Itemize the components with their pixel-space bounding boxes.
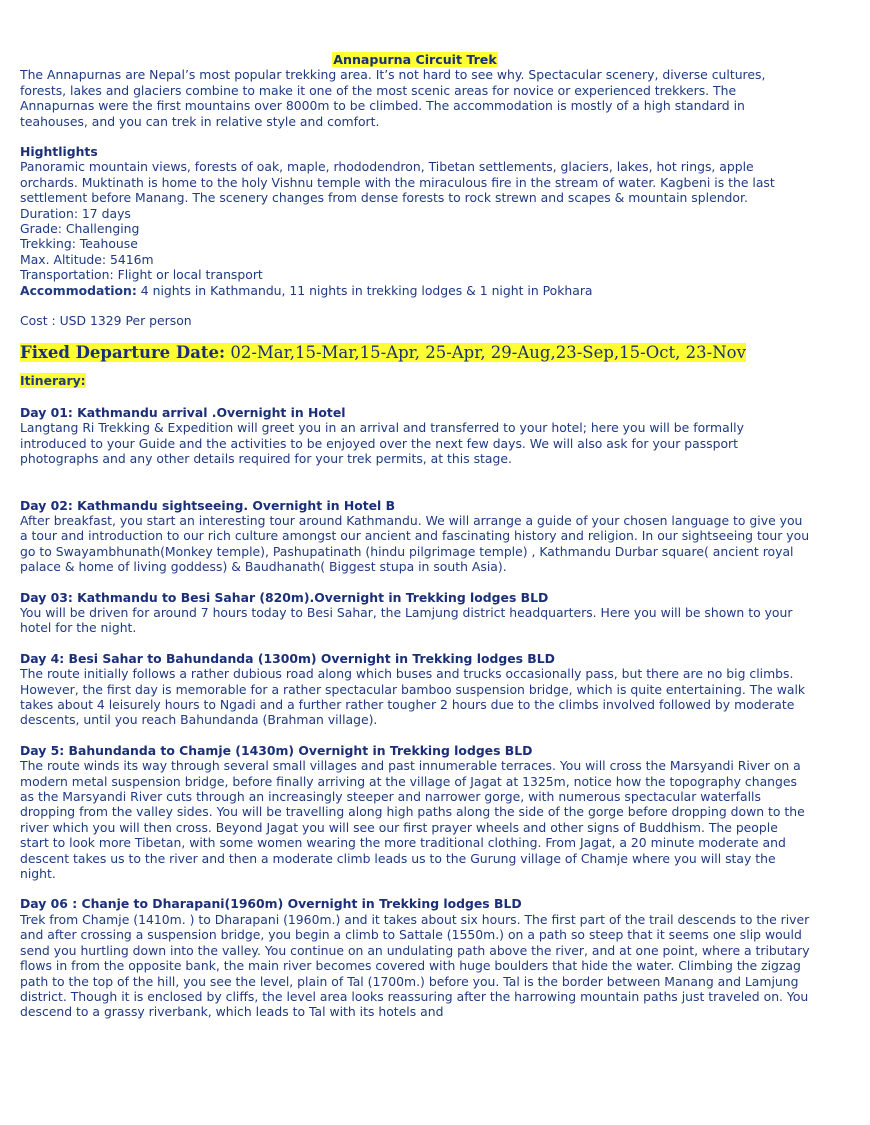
day-text: Trek from Chamje (1410m. ) to Dharapani (1960m.) and it takes about six hours. The first part of the trail descends to the river and after crossing a suspension bridge, you begin a climb to Sattale (1550m.) on a path so steep that it seems one slip would send you hurtling down into the valley. You continue on an undulating path above the river, and at one point, where a tributary flows in from the opposite bank, the main river becomes covered with huge boulders that hide the water. Climbing the zigzag path to the top of the hill, you see the level, plain of Tal (1700m.) before you. Tal is the border between Manang and Lamjung district. Though it is enclosed by cliffs, the level area looks reassuring after the harrowing mountain paths just traveled on. You descend to a grassy riverbank, which leads to Tal with its hotels and	[20, 911, 810, 1020]
itinerary-day	[20, 498, 810, 575]
accommodation-value: 4 nights in Kathmandu, 11 nights in trekking lodges & 1 night in Pokhara	[136, 282, 593, 298]
fixed-departure-line	[20, 343, 810, 363]
altitude-line: Max. Altitude: 5416m	[20, 251, 154, 267]
day-text: You will be driven for around 7 hours today to Besi Sahar, the Lamjung district headquarters. Here you will be shown to your hotel for the night.	[20, 604, 793, 636]
itinerary-heading: Itinerary:	[20, 372, 86, 388]
title-block	[20, 52, 810, 67]
fixed-departure-label: Fixed Departure Date:	[20, 342, 226, 362]
duration-line: Duration: 17 days	[20, 205, 131, 221]
itinerary-day	[20, 590, 810, 636]
intro-paragraph: The Annapurnas are Nepal’s most popular trekking area. It’s not hard to see why. Spectacular scenery, diverse cultures, forests, lakes and glaciers combine to make it one of the most scenic areas for novice or experienced trekkers. The Annapurnas were the first mountains over 8000m to be climbed. The accommodation is mostly of a high standard in teahouses, and you can trek in relative style and comfort.	[20, 67, 766, 129]
accommodation-label: Accommodation:	[20, 282, 137, 298]
itinerary-day	[20, 405, 810, 467]
trekking-line: Trekking: Teahouse	[20, 236, 138, 252]
day-text: Langtang Ri Trekking & Expedition will greet you in an arrival and transferred to your hotel; here you will be formally introduced to your Guide and the activities to be enjoyed over the next few days. We will also ask for your passport photographs and any other details required for your trek permits, at this stage.	[20, 420, 744, 467]
day-title: Day 02: Kathmandu sightseeing. Overnight in Hotel B	[20, 497, 396, 513]
day-title: Day 06 : Chanje to Dharapani(1960m) Overnight in Trekking lodges BLD	[20, 896, 522, 912]
transport-line: Transportation: Flight or local transport	[20, 267, 263, 283]
day-text: The route winds its way through several small villages and past innumerable terraces. You will cross the Marsyandi River on a modern metal suspension bridge, before finally arriving at the village of Jagat at 1325m, notice how the topography changes as the Marsyandi River cuts through an increasingly steeper and narrower gorge, with numerous spectacular waterfalls dropping from the valley sides. You will be travelling along high paths along the side of the gorge before dropping down to the river which you will then cross. Beyond Jagat you will see our first prayer wheels and other signs of Buddhism. The people start to look more Tibetan, with some women wearing the more traditional clothing. From Jagat, a 20 minute moderate and descent takes us to the river and then a moderate climb leads us to the Gurung village of Chamje where you will stay the night.	[20, 758, 805, 882]
accommodation-line	[20, 283, 810, 298]
document-page	[20, 52, 810, 1020]
itinerary-day	[20, 743, 810, 882]
highlights-text: Panoramic mountain views, forests of oak, maple, rhododendron, Tibetan settlements, glaciers, lakes, hot rings, apple orchards. Muktinath is home to the holy Vishnu temple with the miraculous fire in the stream of water. Kagbeni is the last settlement before Manang. The scenery changes from dense forests to rock strewn and scapes & mountain splendor.	[20, 159, 775, 206]
day-title: Day 03: Kathmandu to Besi Sahar (820m).Overnight in Trekking lodges BLD	[20, 589, 549, 605]
cost-line: Cost : USD 1329 Per person	[20, 313, 192, 329]
day-text: The route initially follows a rather dubious road along which buses and trucks occasionally pass, but there are no big climbs. However, the first day is memorable for a rather spectacular bamboo suspension bridge, which is quite entertaining. The walk takes about 4 leisurely hours to Ngadi and a further rather tougher 2 hours due to the climbs involved followed by moderate descents, until you reach Bahundanda (Brahman village).	[20, 666, 806, 728]
itinerary-day	[20, 896, 810, 1019]
grade-line: Grade: Challenging	[20, 221, 140, 237]
day-title: Day 4: Besi Sahar to Bahundanda (1300m) Overnight in Trekking lodges BLD	[20, 650, 555, 666]
day-text: After breakfast, you start an interesting tour around Kathmandu. We will arrange a guide of your chosen language to give you a tour and introduction to our rich culture amongst our ancient and fascinating history and religion. In our sightseeing tour you go to Swayambhunath(Monkey temple), Pashupatinath (hindu pilgrimage temple) , Kathmandu Durbar square( ancient royal palace & home of living goddess) & Baudhanath( Biggest stupa in south Asia).	[20, 512, 810, 575]
day-title: Day 01: Kathmandu arrival .Overnight in Hotel	[20, 404, 346, 420]
fixed-departure-dates: 02-Mar,15-Mar,15-Apr, 25-Apr, 29-Aug,23-Sep,15-Oct, 23-Nov	[225, 342, 746, 362]
itinerary-day	[20, 651, 810, 728]
page-title: Annapurna Circuit Trek	[333, 52, 497, 67]
highlights-heading: Hightlights	[20, 144, 98, 160]
day-title: Day 5: Bahundanda to Chamje (1430m) Overnight in Trekking lodges BLD	[20, 742, 533, 758]
